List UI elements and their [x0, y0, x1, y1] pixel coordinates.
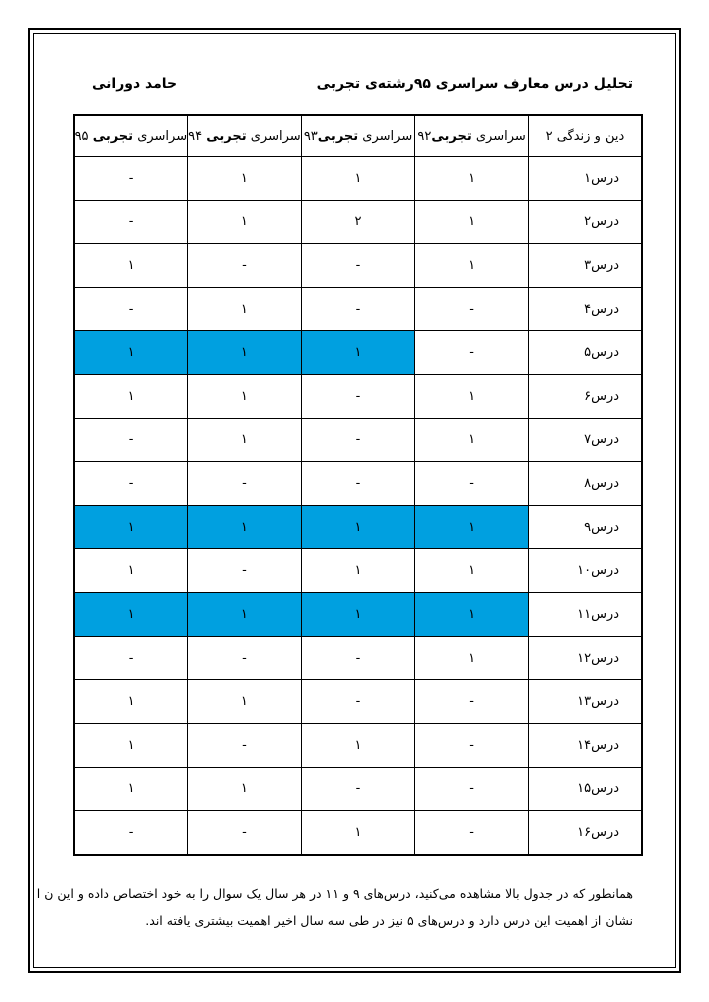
question-count-cell: - — [415, 462, 529, 506]
question-count-cell: - — [301, 462, 415, 506]
question-count-cell: ۱ — [188, 767, 302, 811]
author-name: حامد دورانی — [92, 76, 178, 92]
question-count-cell: - — [301, 680, 415, 724]
question-count-cell: ۱ — [415, 549, 529, 593]
question-count-cell: - — [188, 636, 302, 680]
question-count-cell: - — [415, 767, 529, 811]
table-row — [74, 200, 642, 244]
question-count-cell: - — [415, 723, 529, 767]
question-count-cell: ۱ — [188, 593, 302, 637]
table-row — [74, 549, 642, 593]
question-count-cell: ۱ — [415, 157, 529, 201]
question-count-cell: - — [415, 331, 529, 375]
lesson-label: درس۱ — [528, 157, 642, 201]
question-count-cell: - — [188, 244, 302, 288]
lesson-label: درس۱۵ — [528, 767, 642, 811]
lesson-label: درس۹ — [528, 505, 642, 549]
lesson-label: درس۶ — [528, 375, 642, 419]
question-count-cell: ۱ — [301, 331, 415, 375]
question-count-cell: ۱ — [74, 767, 188, 811]
question-count-cell: - — [188, 462, 302, 506]
summary-line-2: نشان از اهمیت این درس دارد و درس‌های ۵ نیز در طی سه سال اخیر اهمیت بیشتری یافته اند. — [145, 913, 633, 928]
table-row — [74, 505, 642, 549]
question-count-cell: ۱ — [188, 157, 302, 201]
table-header-row — [74, 115, 642, 157]
question-count-cell: ۱ — [188, 418, 302, 462]
question-count-cell: ۱ — [301, 593, 415, 637]
question-count-cell: - — [188, 549, 302, 593]
table-row — [74, 680, 642, 724]
question-count-cell: ۱ — [415, 505, 529, 549]
lesson-label: درس۵ — [528, 331, 642, 375]
column-header-subject: دین و زندگی ۲ — [528, 115, 642, 157]
question-count-cell: ۱ — [301, 549, 415, 593]
question-count-cell: - — [301, 636, 415, 680]
table-row — [74, 767, 642, 811]
question-count-cell: - — [301, 244, 415, 288]
table-row — [74, 331, 642, 375]
question-count-cell: - — [74, 462, 188, 506]
question-count-cell: ۱ — [415, 636, 529, 680]
question-count-cell: - — [415, 680, 529, 724]
question-count-cell: ۱ — [74, 549, 188, 593]
lesson-label: درس۱۰ — [528, 549, 642, 593]
question-count-cell: ۱ — [74, 375, 188, 419]
table-row — [74, 287, 642, 331]
question-count-cell: ۲ — [301, 200, 415, 244]
table-row — [74, 375, 642, 419]
table-row — [74, 462, 642, 506]
question-count-cell: ۱ — [188, 375, 302, 419]
table-row — [74, 636, 642, 680]
column-header-92: سراسری تجربی۹۲ — [415, 115, 529, 157]
question-count-cell: - — [301, 287, 415, 331]
lesson-label: درس۱۲ — [528, 636, 642, 680]
column-header-93: سراسری تجربی۹۳ — [301, 115, 415, 157]
question-count-cell: ۱ — [301, 157, 415, 201]
summary-paragraph — [0, 880, 633, 934]
question-count-cell: - — [188, 723, 302, 767]
question-count-cell: ۱ — [415, 200, 529, 244]
question-count-cell: - — [301, 418, 415, 462]
question-count-cell: ۱ — [188, 200, 302, 244]
question-count-cell: - — [188, 811, 302, 855]
table-row — [74, 593, 642, 637]
lesson-label: درس۴ — [528, 287, 642, 331]
question-count-cell: - — [74, 811, 188, 855]
column-header-94: سراسری تجربی ۹۴ — [188, 115, 302, 157]
lesson-analysis-table — [73, 114, 643, 856]
question-count-cell: ۱ — [188, 505, 302, 549]
table-row — [74, 811, 642, 855]
lesson-label: درس۱۶ — [528, 811, 642, 855]
question-count-cell: ۱ — [415, 418, 529, 462]
question-count-cell: - — [301, 375, 415, 419]
lesson-label: درس۲ — [528, 200, 642, 244]
lesson-label: درس۱۱ — [528, 593, 642, 637]
question-count-cell: ۱ — [188, 331, 302, 375]
question-count-cell: - — [415, 811, 529, 855]
table-row — [74, 157, 642, 201]
question-count-cell: ۱ — [188, 287, 302, 331]
question-count-cell: ۱ — [415, 244, 529, 288]
question-count-cell: ۱ — [301, 811, 415, 855]
document-title: تحلیل درس معارف سراسری ۹۵رشته‌ی تجربی — [316, 76, 633, 92]
summary-line-1: همانطور که در جدول بالا مشاهده می‌کنید، درس‌های ۹ و ۱۱ در هر سال یک سوال را به خود اختصاص داده و این ن ا — [36, 886, 633, 901]
question-count-cell: ۱ — [74, 505, 188, 549]
question-count-cell: - — [74, 287, 188, 331]
question-count-cell: ۱ — [415, 375, 529, 419]
question-count-cell: - — [74, 157, 188, 201]
question-count-cell: ۱ — [188, 680, 302, 724]
question-count-cell: - — [74, 418, 188, 462]
question-count-cell: ۱ — [74, 593, 188, 637]
table-row — [74, 418, 642, 462]
lesson-label: درس۳ — [528, 244, 642, 288]
question-count-cell: ۱ — [74, 244, 188, 288]
lesson-label: درس۱۳ — [528, 680, 642, 724]
question-count-cell: ۱ — [74, 680, 188, 724]
question-count-cell: - — [74, 200, 188, 244]
question-count-cell: ۱ — [301, 723, 415, 767]
question-count-cell: - — [301, 767, 415, 811]
lesson-label: درس۸ — [528, 462, 642, 506]
table-row — [74, 723, 642, 767]
lesson-label: درس۷ — [528, 418, 642, 462]
question-count-cell: ۱ — [301, 505, 415, 549]
question-count-cell: ۱ — [74, 331, 188, 375]
table-row — [74, 244, 642, 288]
question-count-cell: - — [74, 636, 188, 680]
question-count-cell: ۱ — [415, 593, 529, 637]
question-count-cell: - — [415, 287, 529, 331]
column-header-95: سراسری تجربی ۹۵ — [74, 115, 188, 157]
question-count-cell: ۱ — [74, 723, 188, 767]
lesson-label: درس۱۴ — [528, 723, 642, 767]
